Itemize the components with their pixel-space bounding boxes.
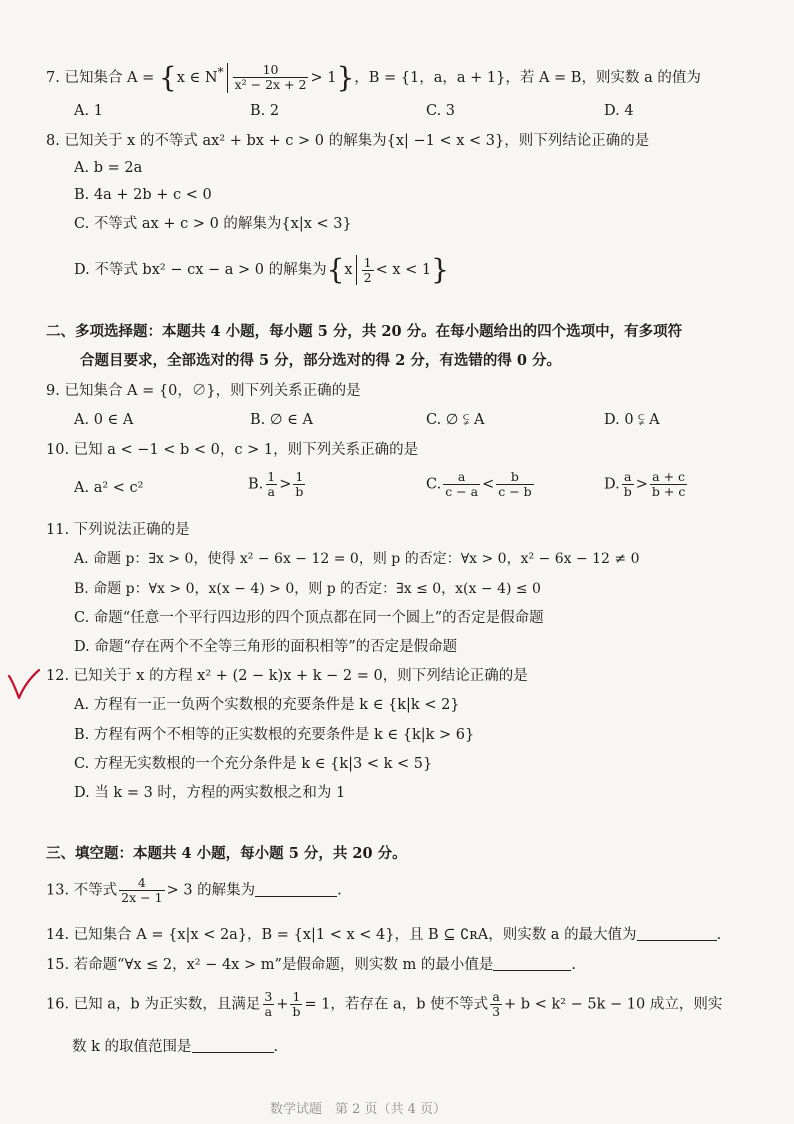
q7-stem xyxy=(46,62,701,93)
q12-option-d: D. 当 k = 3 时，方程的两实数根之和为 1 xyxy=(74,785,346,801)
q16-d3: 3 xyxy=(492,1004,501,1019)
q13-end: . xyxy=(337,882,342,899)
q9-option-a: A. 0 ∈ A xyxy=(74,412,134,428)
q8-option-b: B. 4a + 2b + c < 0 xyxy=(74,187,212,203)
check-mark-icon xyxy=(6,668,40,702)
q13-pre: 13. 不等式 xyxy=(46,882,118,899)
page-footer: 数学试题 第 2 页（共 4 页） xyxy=(270,1102,447,1117)
q10-optd-label: D. xyxy=(604,476,620,493)
q16-d2: b xyxy=(292,1004,301,1019)
q10-optb-frac1 xyxy=(265,470,277,499)
q8-optd-fraction xyxy=(362,256,374,285)
q16-answer-blank[interactable] xyxy=(192,1038,274,1053)
q10-optc-d1: c − a xyxy=(445,484,479,499)
q7-frac-den: x² − 2x + 2 xyxy=(234,77,307,93)
q8-optd-num: 1 xyxy=(363,254,372,270)
q13-post: > 3 的解集为 xyxy=(166,882,256,899)
q13-fraction xyxy=(119,876,164,905)
q10-stem: 10. 已知 a < −1 < b < 0，c > 1，则下列关系正确的是 xyxy=(46,442,419,458)
q10-optd-n2: a + c xyxy=(652,469,686,484)
q15-text: 15. 若命题“∀x ≤ 2，x² − 4x > m”是假命题，则实数 m 的最小值是 xyxy=(46,957,494,973)
q12-stem: 12. 已知关于 x 的方程 x² + (2 − k)x + k − 2 = 0，则下列结论正确的是 xyxy=(46,668,528,684)
section-3-heading: 三、填空题：本题共 4 小题，每小题 5 分，共 20 分。 xyxy=(46,845,407,862)
q7-lbrace: { xyxy=(158,60,177,94)
q15-answer-blank[interactable] xyxy=(493,956,571,971)
q13-num: 4 xyxy=(137,875,146,890)
q10-option-b xyxy=(248,470,307,499)
q10-optd-frac1 xyxy=(622,470,634,499)
q10-optb-d1: a xyxy=(267,484,275,499)
q10-optc-frac1 xyxy=(443,470,480,499)
q10-optc-d2: c − b xyxy=(498,484,532,499)
q16-line-2 xyxy=(72,1037,278,1057)
q8-optd-tail: < x < 1 xyxy=(375,262,432,278)
q10-optd-frac2 xyxy=(650,470,687,499)
q16-n3: a xyxy=(492,989,500,1004)
q16-d1: a xyxy=(264,1004,273,1019)
q7-bar xyxy=(227,63,228,93)
section-2-heading-cont: 合题目要求，全部选对的得 5 分，部分选对的得 2 分，有选错的得 0 分。 xyxy=(80,352,562,369)
q11-option-a: A. 命题 p：∃x > 0，使得 x² − 6x − 12 = 0，则 p 的否定：∀x > 0，x² − 6x − 12 ≠ 0 xyxy=(74,551,640,567)
q9-option-d: D. 0 ⫋ A xyxy=(604,412,660,428)
q7-rbrace: } xyxy=(336,60,355,94)
q7-option-a: A. 1 xyxy=(74,103,103,119)
q10-optb-op: > xyxy=(279,476,292,493)
q16-line-1 xyxy=(46,990,722,1019)
q16-line2-text: 数 k 的取值范围是 xyxy=(72,1039,192,1055)
q14 xyxy=(46,925,721,945)
q10-option-c xyxy=(426,470,536,499)
q13-answer-blank[interactable] xyxy=(255,882,337,897)
q16-frac3 xyxy=(490,990,502,1019)
q7-fraction xyxy=(233,63,309,92)
q8-option-d xyxy=(74,255,449,285)
q7-set-var: x ∈ N xyxy=(176,69,218,86)
q10-optd-op: > xyxy=(635,476,648,493)
q10-optc-n2: b xyxy=(510,469,519,484)
q15-end: . xyxy=(571,957,576,973)
q8-optd-den: 2 xyxy=(363,269,372,285)
q7-option-c: C. 3 xyxy=(426,103,456,119)
q8-optd-lbrace: { xyxy=(326,253,345,286)
q9-option-c: C. ∅ ⫋ A xyxy=(426,412,485,428)
q7-gt: > 1 xyxy=(310,69,337,86)
q9-stem: 9. 已知集合 A = {0，∅}，则下列关系正确的是 xyxy=(46,383,361,399)
q8-optd-text: D. 不等式 bx² − cx − a > 0 的解集为 xyxy=(74,262,327,278)
q16-plus: + xyxy=(276,996,289,1013)
q15 xyxy=(46,955,576,975)
q10-optd-d1: b xyxy=(623,484,632,499)
section-2-heading: 二、多项选择题：本题共 4 小题，每小题 5 分，共 20 分。在每小题给出的四个选项中，有多项符 xyxy=(46,323,683,340)
q10-option-a: A. a² < c² xyxy=(74,480,144,496)
q16-pre: 16. 已知 a，b 为正实数，且满足 xyxy=(46,996,261,1013)
q7-option-d: D. 4 xyxy=(604,103,634,119)
q16-n2: 1 xyxy=(292,989,301,1004)
q8-option-a: A. b = 2a xyxy=(74,160,143,176)
q10-optb-d2: b xyxy=(295,484,304,499)
q12-option-a: A. 方程有一正一负两个实数根的充要条件是 k ∈ {k|k < 2} xyxy=(74,697,460,713)
q10-optc-op: < xyxy=(482,476,495,493)
q10-optd-n1: a xyxy=(624,469,632,484)
q11-option-b: B. 命题 p：∀x > 0，x(x − 4) > 0，则 p 的否定：∃x ≤ 0，x(x − 4) ≤ 0 xyxy=(74,581,541,597)
q16-n1: 3 xyxy=(264,989,273,1004)
q10-optc-frac2 xyxy=(496,470,533,499)
q12-option-b: B. 方程有两个不相等的正实数根的充要条件是 k ∈ {k|k > 6} xyxy=(74,727,475,743)
q13-den: 2x − 1 xyxy=(121,890,163,905)
q16-end: . xyxy=(273,1039,279,1055)
q7-option-b: B. 2 xyxy=(250,103,280,119)
q16-mid: = 1，若存在 a，b 使不等式 xyxy=(304,996,489,1013)
q14-text: 14. 已知集合 A = {x|x < 2a}，B = {x|1 < x < 4}，且 B ⊆ ∁ʀA，则实数 a 的最大值为 xyxy=(46,927,637,943)
q13 xyxy=(46,876,342,905)
q10-optc-n1: a xyxy=(457,469,466,484)
q12-option-c: C. 方程无实数根的一个充分条件是 k ∈ {k|3 < k < 5} xyxy=(74,756,433,772)
q14-end: . xyxy=(716,927,722,943)
q16-tail: + b < k² − 5k − 10 成立，则实 xyxy=(504,996,723,1013)
q8-option-c: C. 不等式 ax + c > 0 的解集为{x|x < 3} xyxy=(74,216,352,232)
q10-optb-n2: 1 xyxy=(295,469,304,484)
q7-stem-start: 7. 已知集合 A = xyxy=(46,69,159,86)
q10-option-d xyxy=(604,470,689,499)
q7-stem-end: ，B = {1，a，a + 1}，若 A = B，则实数 a 的值为 xyxy=(354,69,701,86)
q8-optd-var: x xyxy=(344,262,353,278)
q10-optb-n1: 1 xyxy=(267,469,276,484)
q7-frac-num: 10 xyxy=(262,62,279,78)
q14-answer-blank[interactable] xyxy=(637,926,717,941)
q7-star: * xyxy=(217,65,224,79)
q11-option-c: C. 命题“任意一个平行四边形的四个顶点都在同一个圆上”的否定是假命题 xyxy=(74,610,544,626)
q16-frac1 xyxy=(262,990,274,1019)
q8-optd-bar xyxy=(356,255,357,285)
q11-stem: 11. 下列说法正确的是 xyxy=(46,522,190,538)
q8-optd-rbrace: } xyxy=(431,253,449,286)
q16-frac2 xyxy=(290,990,302,1019)
q9-option-b: B. ∅ ∈ A xyxy=(250,412,313,428)
q10-optc-label: C. xyxy=(426,476,442,493)
q11-option-d: D. 命题“存在两个不全等三角形的面积相等”的否定是假命题 xyxy=(74,639,458,655)
q10-optb-frac2 xyxy=(293,470,305,499)
q8-stem: 8. 已知关于 x 的不等式 ax² + bx + c > 0 的解集为{x| −1 < x < 3}，则下列结论正确的是 xyxy=(46,133,650,149)
q10-optd-d2: b + c xyxy=(651,484,686,499)
q10-optb-label: B. xyxy=(248,476,264,493)
